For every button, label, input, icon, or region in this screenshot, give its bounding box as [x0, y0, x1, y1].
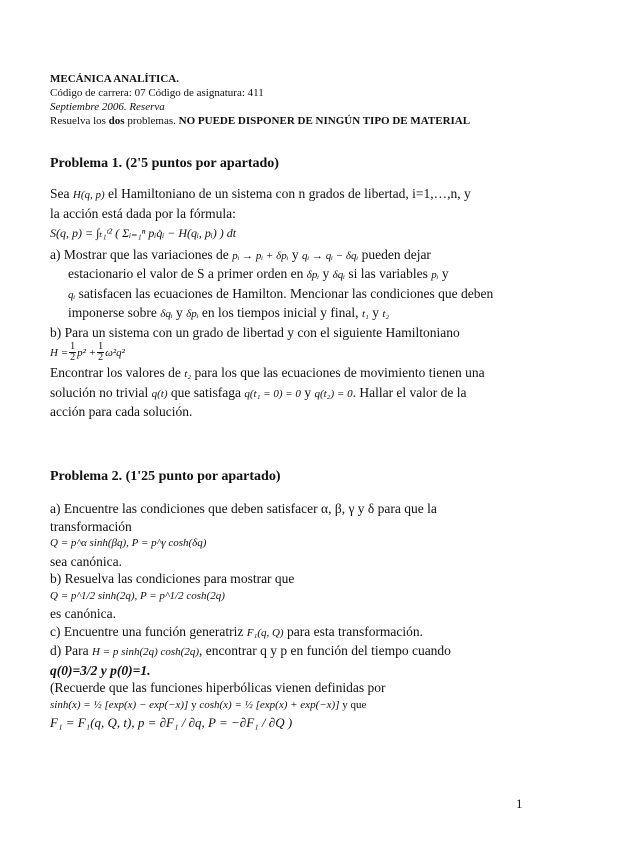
p1b-line1: b) Para un sistema con un grado de libertad y con el siguiente Hamiltoniano [50, 324, 460, 340]
course-codes: Código de carrera: 07 Código de asignatura: 411 [50, 87, 264, 99]
p1a-line4-pre: imponerse sobre [68, 305, 157, 320]
p1a-dp: δpᵢ [306, 269, 320, 281]
exam-instructions [50, 114, 610, 128]
p1-action-formula: S(q, p) = ∫ₜ₁ᵗ² ( Σᵢ₌₁ⁿ pᵢq̇ᵢ − H(qᵢ, pᵢ) ) dt [50, 226, 237, 240]
p2a-formula: Q = p^α sinh(βq), P = p^γ cosh(δq) [50, 537, 207, 549]
p2d-H: H = p sinh(2q) cosh(2q) [91, 646, 200, 658]
p1a-y: y [291, 246, 299, 262]
p1c-line1-pre: Encontrar los valores de [50, 365, 181, 380]
p1c-cond1: q(t₁ = 0) = 0 [244, 387, 301, 400]
p2d-line2: q(0)=3/2 y p(0)=1. [50, 662, 151, 678]
p2a-line2: transformación [50, 518, 132, 534]
p2-note-que: y que [342, 698, 367, 711]
instructions-prefix: Resuelva los [50, 115, 106, 127]
p1a-line4-mid: en los tiempos inicial y final, [201, 305, 359, 320]
p1a-line1-post: pueden dejar [361, 246, 431, 262]
p1-intro-a: Sea [50, 186, 70, 201]
p1a-y2: y [322, 266, 330, 281]
instructions-caps: NO PUEDE DISPONER DE NINGÚN TIPO DE MATERIAL [178, 115, 471, 127]
p1a-dq2: δqᵢ [160, 308, 173, 320]
p1a-t1: t₁ [361, 308, 369, 320]
p2a-line1: a) Encuentre las condiciones que deben satisfacer α, β, γ y δ para que la [50, 501, 437, 516]
p2d-line1-post: , encontrar q y p en función del tiempo cuando [199, 643, 451, 658]
p1c-cond2: q(t₂) = 0 [314, 387, 353, 400]
p1a-t2: t₂ [382, 308, 390, 320]
p2c-F: F₁(q, Q) [246, 626, 284, 639]
p2-note-relations: F₁ = F₁(q, Q, t), p = ∂F₁ / ∂q, P = −∂F₁ / ∂Q ) [50, 715, 293, 730]
p2-note-line1: (Recuerde que las funciones hiperbólicas vienen definidas por [50, 680, 386, 695]
p1a-var1: pᵢ → pᵢ + δpᵢ [232, 249, 289, 262]
exam-session: Septiembre 2006. Reserva [50, 101, 165, 113]
p1c-qt: q(t) [151, 387, 168, 400]
p1c-line2-mid: que satisfaga [170, 384, 241, 400]
p1b-frac2 [97, 342, 104, 363]
course-title: MECÁNICA ANALÍTICA. [50, 73, 179, 85]
p2-note-cosh: cosh(x) = ½ [exp(x) + exp(−x)] [199, 698, 340, 711]
p2c-line1-post: para esta transformación. [286, 623, 424, 639]
p2b-formula: Q = p^1/2 sinh(2q), P = p^1/2 cosh(2q) [50, 589, 225, 602]
instructions-bold: dos [108, 115, 125, 127]
p2b-line1: b) Resuelva las condiciones para mostrar que [50, 571, 295, 586]
p1a-qi: qᵢ [68, 288, 76, 301]
p1c-y: y [304, 384, 312, 400]
p2-note-sinh: sinh(x) = ½ [exp(x) − exp(−x)] [50, 698, 189, 711]
p2d-line1-pre: d) Para [50, 643, 89, 658]
problem2-title: Problema 2. (1'25 punto por apartado) [50, 469, 281, 484]
page-number: 1 [516, 796, 523, 811]
p1b-frac2-den: 2 [98, 352, 104, 364]
p1-intro-b: el Hamiltoniano de un sistema con n grados de libertad, i=1,…,n, y [108, 186, 471, 201]
exam-header [50, 72, 610, 128]
p1a-y5: y [372, 305, 379, 320]
p1c-line1-post: para los que las ecuaciones de movimiento tienen una [194, 365, 485, 380]
p1-hamiltonian: H(q, p) [72, 189, 105, 201]
p1b-frac2-num: 1 [98, 341, 104, 353]
p2-note-y: y [191, 698, 197, 711]
p1a-y3: y [441, 266, 449, 281]
problem1-body [50, 185, 590, 421]
p1a-line2-post: si las variables [348, 266, 428, 281]
p1b-frac1-den: 2 [70, 352, 76, 364]
p1a-y4: y [175, 305, 183, 320]
p1a-line3: satisfacen las ecuaciones de Hamilton. Mencionar las condiciones que deben [78, 285, 494, 301]
p1-intro-line2: la acción está dada por la fórmula: [50, 205, 236, 221]
p2a-line3: sea canónica. [50, 553, 122, 569]
p1a-dq: δqᵢ [332, 269, 345, 281]
p1c-line2-pre: solución no trivial [50, 384, 149, 400]
p1c-line3: acción para cada solución. [50, 404, 193, 419]
instructions-middle: problemas. [127, 115, 176, 127]
problem1-title: Problema 1. (2'5 puntos por apartado) [50, 156, 279, 171]
p1b-H: H = [50, 347, 69, 359]
p1b-w2q2: ω²q² [105, 347, 125, 359]
problem2-body [50, 500, 590, 732]
p1b-hamiltonian [50, 341, 590, 364]
p2c-line1-pre: c) Encuentre una función generatriz [50, 623, 244, 639]
p1c-line2-post: . Hallar el valor de la [352, 384, 467, 400]
p1a-pi: pᵢ [431, 269, 439, 281]
p1a-dp2: δpᵢ [186, 308, 199, 320]
p1b-frac1-num: 1 [70, 341, 76, 353]
p1a-line2-pre: estacionario el valor de S a primer orden en [68, 266, 304, 281]
p1b-p2: p² + [77, 347, 97, 359]
p1a-var2: qᵢ → qᵢ − δqᵢ [301, 249, 359, 262]
p1b-frac1 [69, 342, 76, 363]
p2b-line2: es canónica. [50, 606, 116, 621]
p1a-line1-pre: a) Mostrar que las variaciones de [50, 246, 229, 262]
p1c-t2: t₂ [184, 368, 192, 380]
